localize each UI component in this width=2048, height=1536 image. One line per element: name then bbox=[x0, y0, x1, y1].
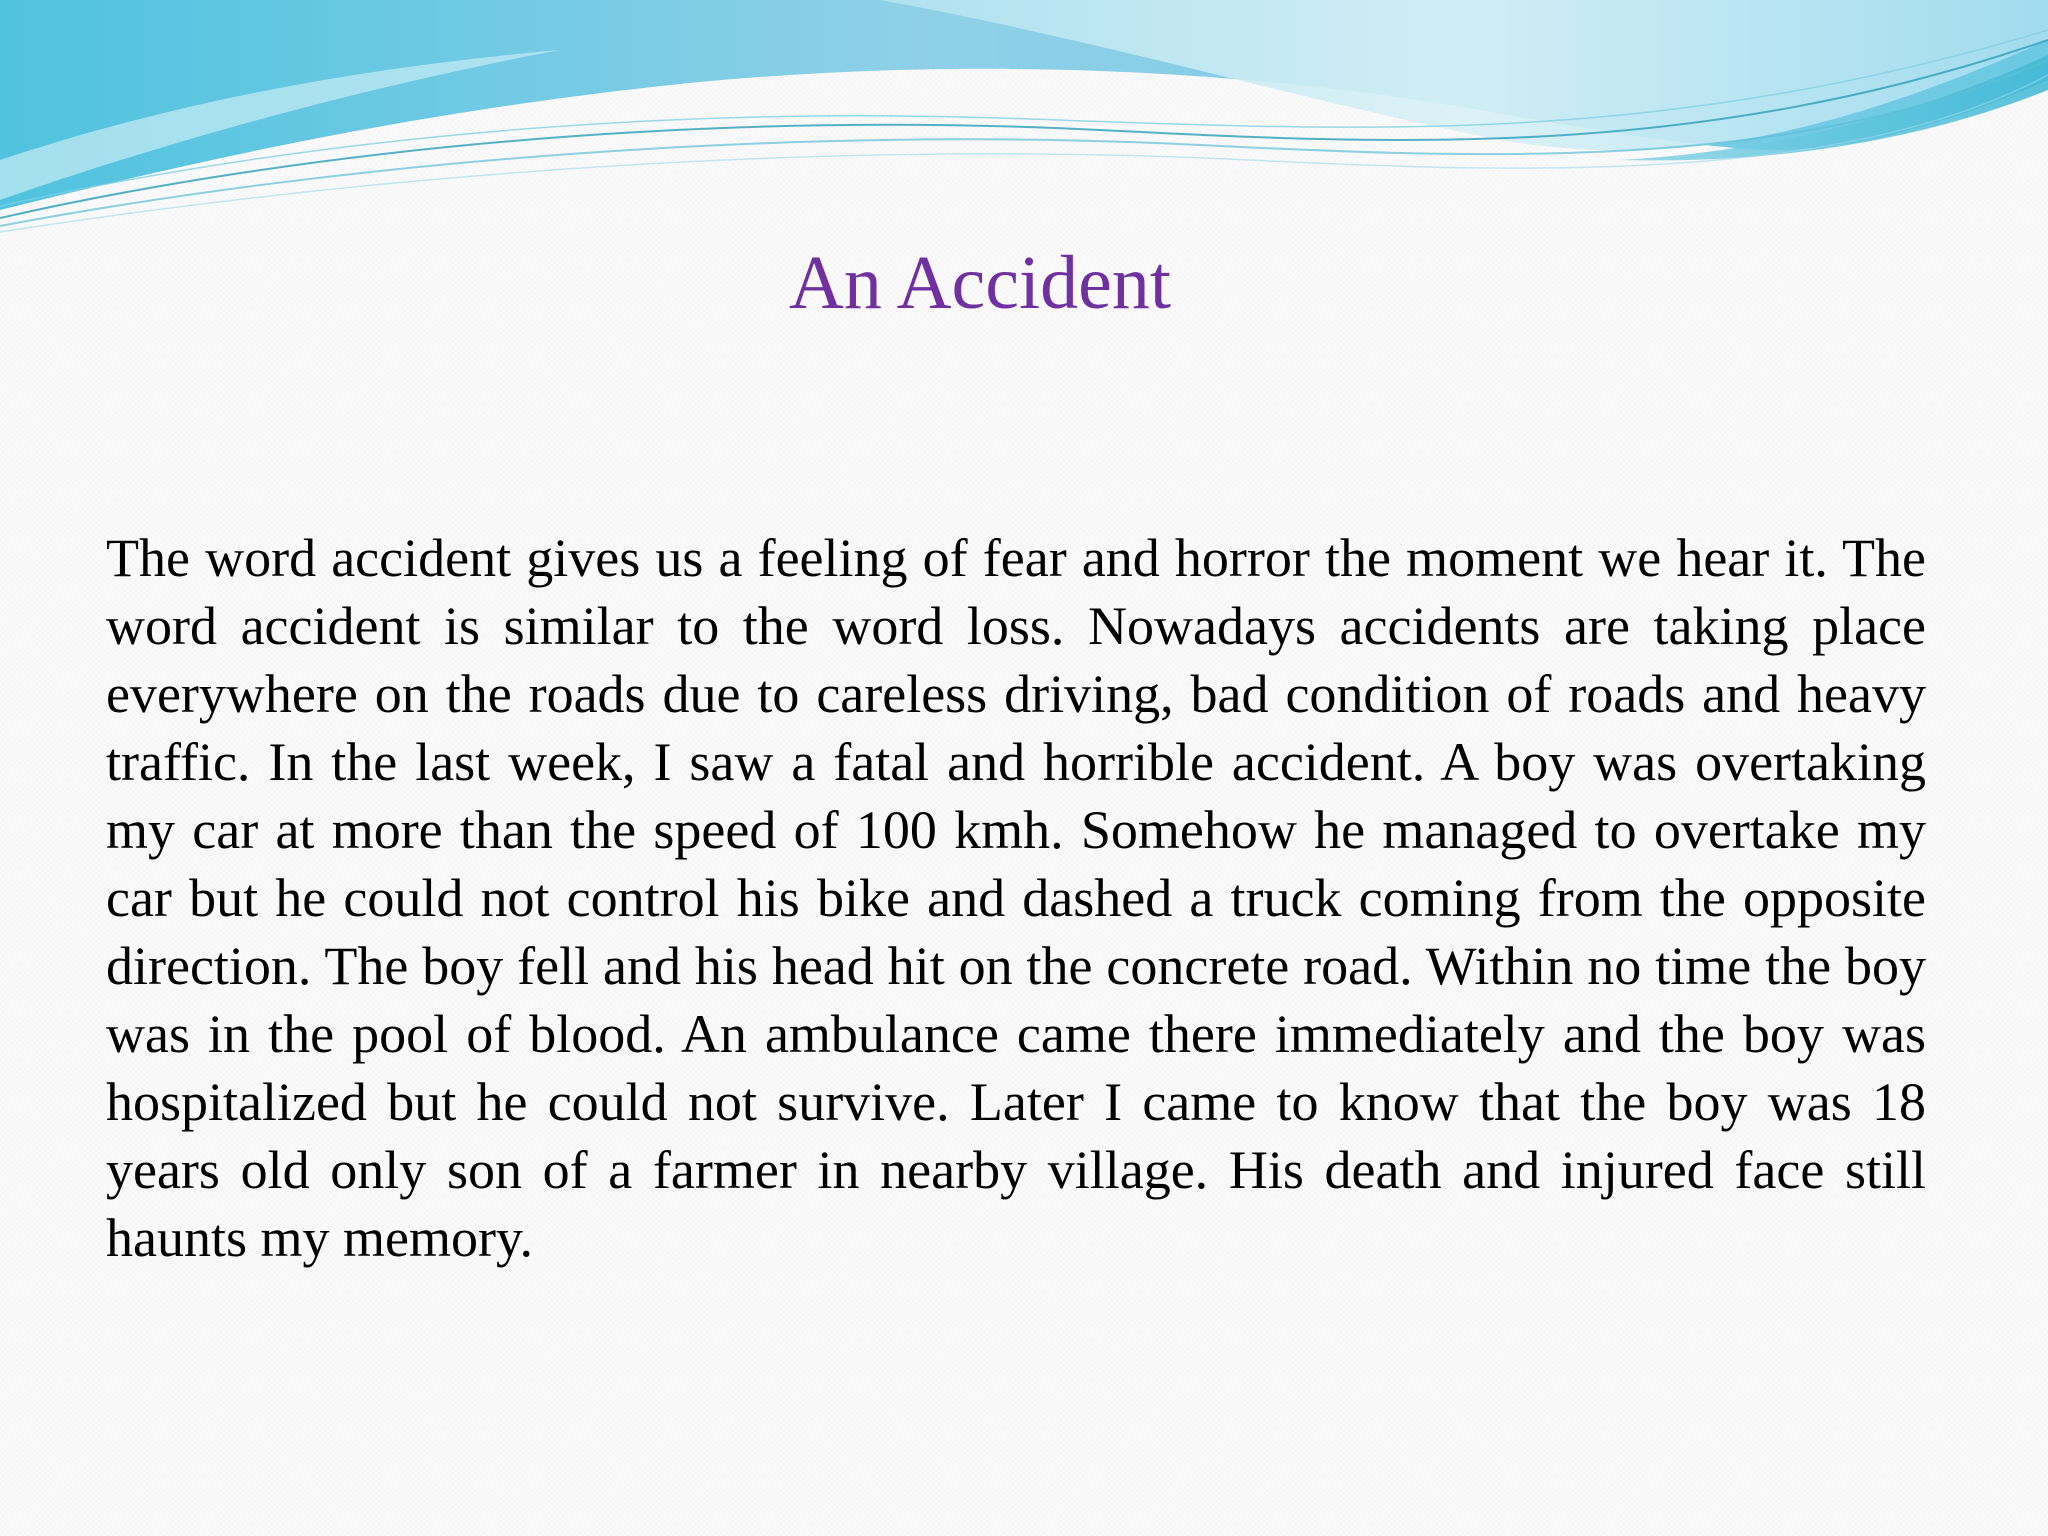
slide-body-text: The word accident gives us a feeling of fear and horror the moment we hear it. The word accident is similar to the word loss. Nowadays accidents are taking place everywhere on the roads due to careless driving, bad condition of roads and heavy traffic. In the last week, I saw a fatal and horrible accident. A boy was overtaking my car at more than the speed of 100 kmh. Somehow he managed to overtake my car but he could not control his bike and dashed a truck coming from the opposite direction. The boy fell and his head hit on the concrete road. Within no time the boy was in the pool of blood. An ambulance came there immediately and the boy was hospitalized but he could not survive. Later I came to know that the boy was 18 years old only son of a farmer in nearby village. His death and injured face still haunts my memory. bbox=[106, 528, 1926, 1268]
wave-header-decoration bbox=[0, 0, 2048, 240]
slide-title: An Accident bbox=[788, 241, 1171, 325]
